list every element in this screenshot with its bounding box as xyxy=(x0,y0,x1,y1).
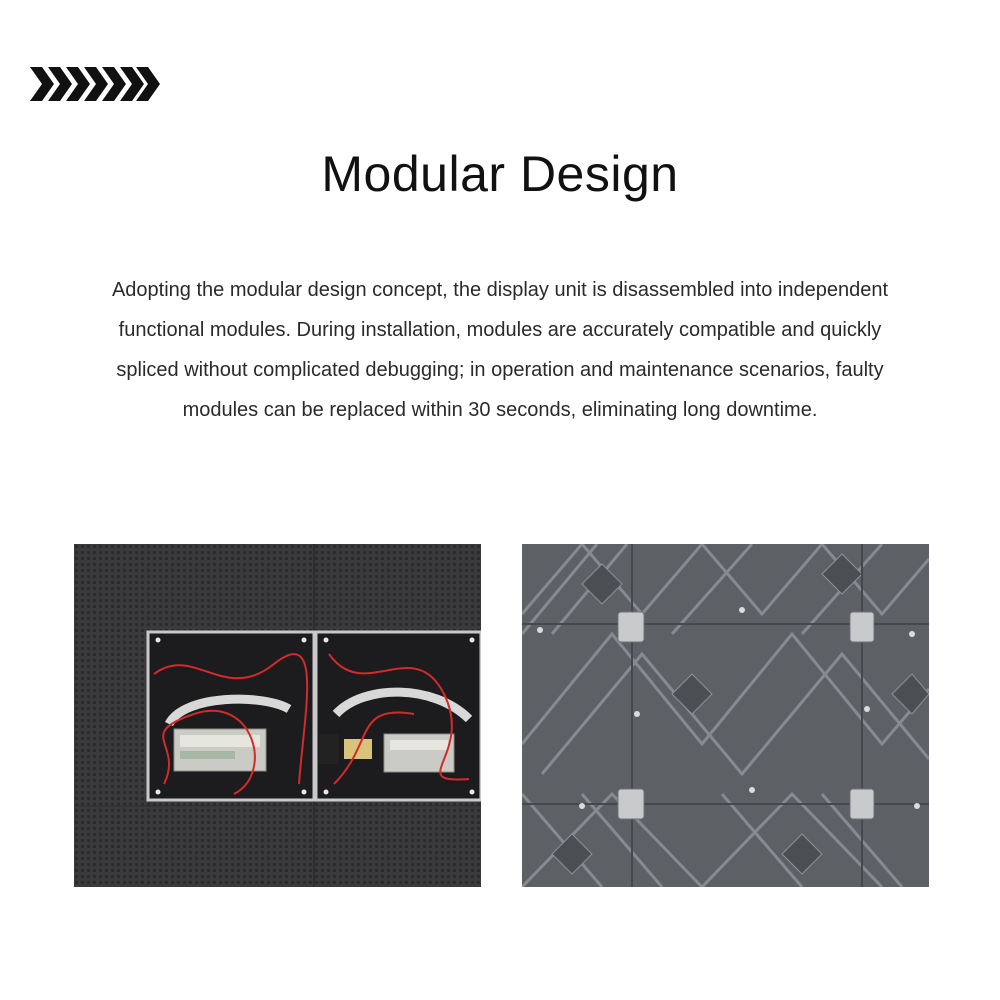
intro-paragraph: Adopting the modular design concept, the display unit is disassembled into independent functional modules. During installation, modules are accurately compatible and quickly spliced without complicated debugging; in operation and maintenance scenarios, faulty modules can be replaced within 30 seconds, eliminating long downtime. xyxy=(111,279,889,421)
page-title: Modular Design xyxy=(321,146,679,202)
chevron-arrows-icon xyxy=(30,67,160,101)
cabinet-back-panel-photo xyxy=(522,544,929,887)
module-interior-photo xyxy=(74,544,481,887)
